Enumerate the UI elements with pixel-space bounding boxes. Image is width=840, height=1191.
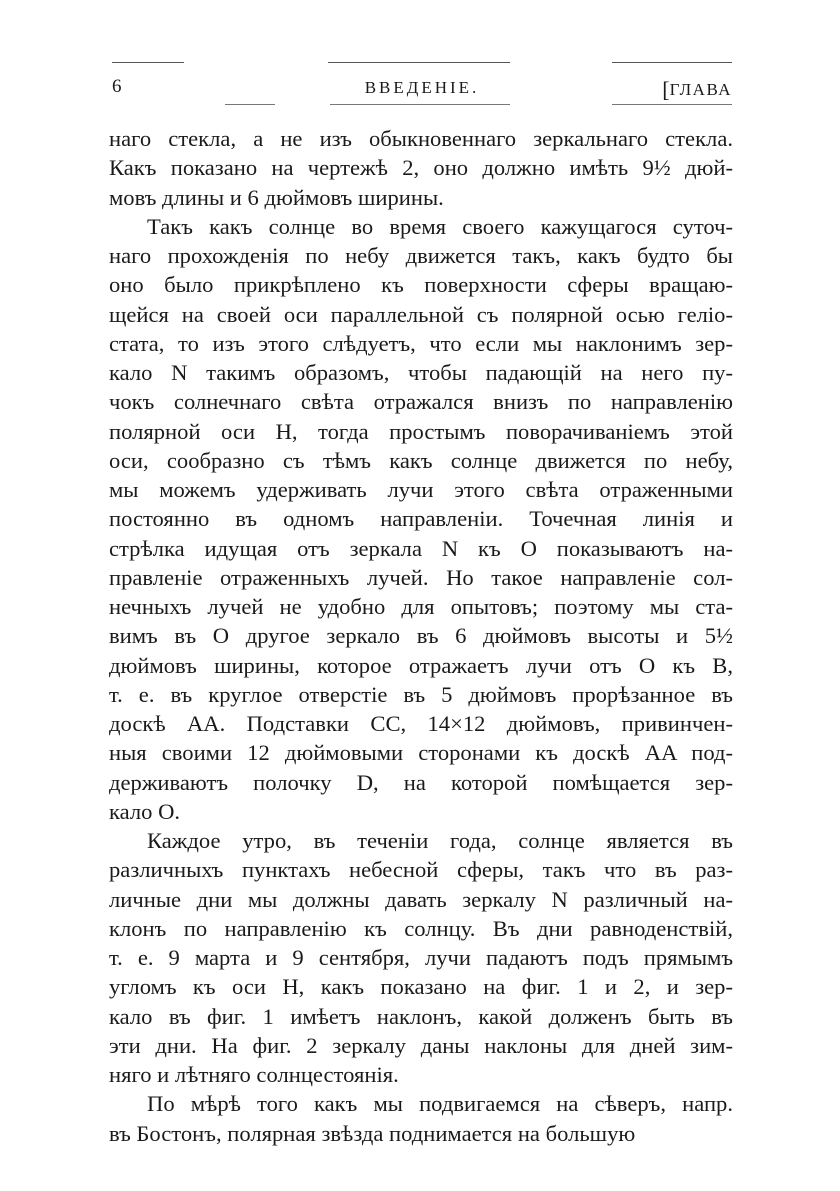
text-line: нечныхъ лучей не удобно для опытовъ; поэтому мы ста- bbox=[109, 594, 733, 619]
page-number: 6 bbox=[112, 76, 123, 97]
text-line: Каждое утро, въ теченіи года, солнце является въ bbox=[147, 828, 733, 853]
chapter-reference bbox=[662, 76, 732, 103]
text-line: въ Бостонъ, полярная звѣзда поднимается на большую bbox=[109, 1120, 636, 1146]
text-line: оно было прикрѣплено къ поверхности сферы вращаю- bbox=[109, 272, 733, 298]
text-line: Такъ какъ солнце во время своего кажущагося суточ- bbox=[147, 213, 733, 239]
chapter-bracket: [ bbox=[662, 77, 670, 102]
text-line: клонъ по направленію къ солнцу. Въ дни равноденствій, bbox=[109, 915, 733, 941]
text-line: мовъ длины и 6 дюймовъ ширины. bbox=[109, 184, 444, 210]
header-underline-left bbox=[225, 104, 275, 105]
header-underline-right bbox=[612, 104, 732, 105]
paragraph bbox=[109, 826, 733, 1089]
paragraph bbox=[109, 212, 733, 826]
text-line: стрѣлка идущая отъ зеркала N къ O показываютъ на- bbox=[109, 535, 733, 561]
text-line: чокъ солнечнаго свѣта отражался внизъ по направленію bbox=[109, 389, 733, 415]
text-line: стата, то изъ этого слѣдуетъ, что если мы наклонимъ зер- bbox=[109, 330, 733, 356]
paragraph bbox=[109, 1089, 733, 1148]
text-line: эти дни. На фиг. 2 зеркалу даны наклоны для дней зим- bbox=[109, 1032, 733, 1058]
text-line: правленіе отраженныхъ лучей. Но такое направленіе сол- bbox=[109, 564, 733, 590]
text-line: вимъ въ O другое зеркало въ 6 дюймовъ высоты и 5½ bbox=[109, 623, 733, 649]
text-line: угломъ къ оси H, какъ показано на фиг. 1 и 2, и зер- bbox=[109, 974, 733, 1000]
running-header bbox=[112, 76, 732, 102]
text-line: дюймовъ ширины, которое отражаетъ лучи отъ O къ B, bbox=[109, 652, 733, 678]
text-line: ныя своими 12 дюймовыми сторонами къ доскѣ AA под- bbox=[109, 740, 733, 766]
header-rule-center bbox=[328, 62, 510, 63]
header-rule-left bbox=[112, 62, 184, 63]
text-line: держиваютъ полочку D, на которой помѣщается зер- bbox=[109, 769, 733, 795]
text-line: постоянно въ одномъ направленіи. Точечная линія и bbox=[109, 506, 733, 532]
body-text bbox=[109, 124, 733, 1148]
running-title: ВВЕДЕНІЕ. bbox=[364, 78, 480, 97]
text-line: мы можемъ удерживать лучи этого свѣта отраженными bbox=[109, 477, 733, 502]
text-line: доскѣ AA. Подставки CC, 14×12 дюймовъ, привинчен- bbox=[109, 711, 733, 736]
header-rule-right bbox=[612, 62, 732, 63]
text-line: щейся на своей оси параллельной съ полярной осью геліо- bbox=[109, 301, 733, 327]
chapter-label: ГЛАВА bbox=[669, 80, 732, 99]
paragraph bbox=[109, 124, 733, 212]
text-line: оси, сообразно съ тѣмъ какъ солнце движется по небу, bbox=[109, 447, 733, 473]
text-line: различныхъ пунктахъ небесной сферы, такъ что въ раз- bbox=[109, 857, 733, 883]
text-line: т. е. 9 марта и 9 сентября, лучи падаютъ подъ прямымъ bbox=[109, 945, 733, 970]
text-line: т. е. въ круглое отверстіе въ 5 дюймовъ прорѣзанное въ bbox=[109, 681, 733, 707]
header-underline-center bbox=[330, 104, 510, 105]
text-line: наго прохожденія по небу движется такъ, какъ будто бы bbox=[109, 243, 733, 268]
text-line: кало O. bbox=[109, 798, 181, 824]
text-line: няго и лѣтняго солнцестоянія. bbox=[109, 1062, 399, 1087]
text-line: По мѣрѣ того какъ мы подвигаемся на сѣверъ, напр. bbox=[147, 1091, 733, 1117]
text-line: кало въ фиг. 1 имѣетъ наклонъ, какой долженъ быть въ bbox=[109, 1003, 733, 1029]
text-line: полярной оси H, тогда простымъ поворачиваніемъ этой bbox=[109, 418, 733, 444]
text-line: Какъ показано на чертежѣ 2, оно должно имѣть 9½ дюй- bbox=[109, 155, 733, 181]
text-line: личные дни мы должны давать зеркалу N различный на- bbox=[109, 886, 733, 912]
text-line: кало N такимъ образомъ, чтобы падающій на него пу- bbox=[109, 360, 733, 385]
text-line: наго стекла, а не изъ обыкновеннаго зеркальнаго стекла. bbox=[109, 126, 733, 151]
